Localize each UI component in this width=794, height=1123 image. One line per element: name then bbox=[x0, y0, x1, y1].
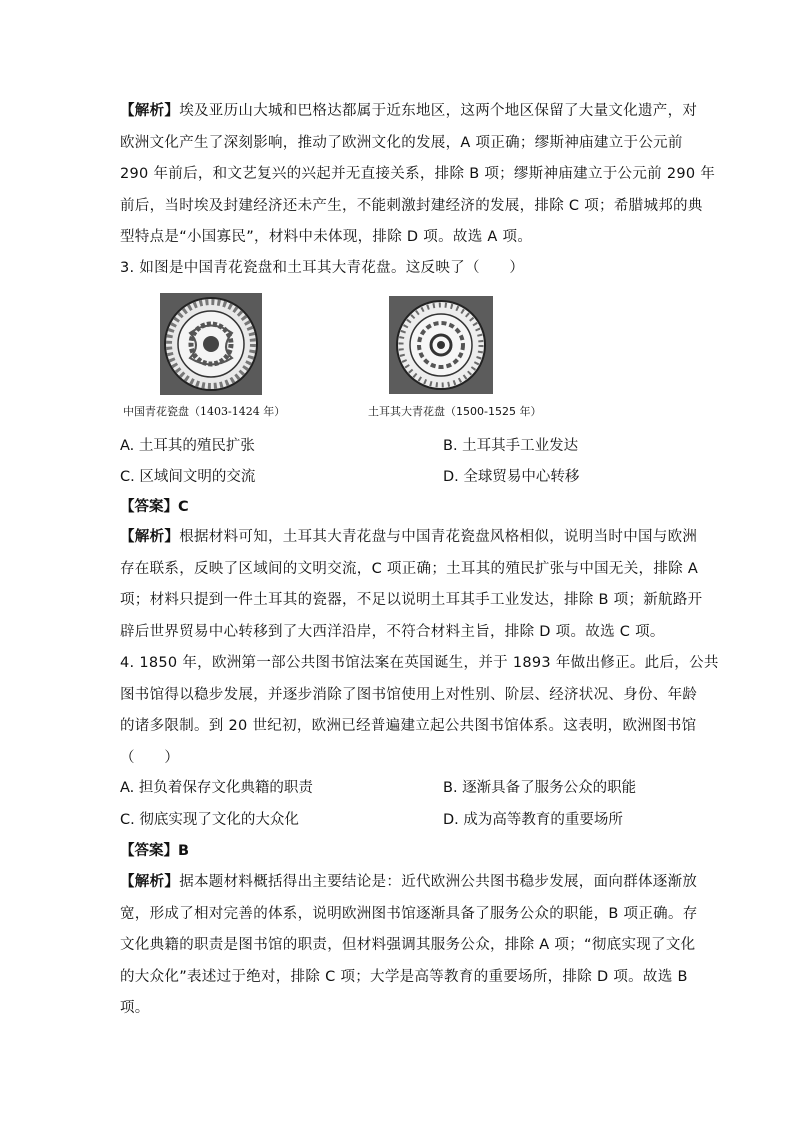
question-text: （ ） bbox=[120, 749, 180, 766]
turkish-plate-image bbox=[389, 296, 493, 394]
analysis-text-line: 290 年前后，和文艺复兴的兴起并无直接关系，排除 B 项；缪斯神庙建立于公元前 290 年 bbox=[120, 166, 716, 182]
figure-caption-chinese-plate: 中国青花瓷盘（1403-1424 年） bbox=[123, 405, 286, 418]
answer-q4: 【答案】B bbox=[120, 843, 190, 859]
analysis-text-line: 文化典籍的职责是图书馆的职责，但材料强调其服务公众，排除 A 项；“彻底实现了文化 bbox=[120, 937, 696, 953]
analysis-text-line: 根据材料可知，土耳其大青花盘与中国青花瓷盘风格相似，说明当时中国与欧洲 bbox=[179, 529, 698, 545]
analysis-text-line: 辟后世界贸易中心转移到了大西洋沿岸，不符合材料主旨，排除 D 项。故选 C 项。 bbox=[120, 623, 665, 640]
chinese-plate-drawing bbox=[160, 293, 262, 395]
question-text: 3. 如图是中国青花瓷盘和土耳其大青花盘。这反映了（ ） bbox=[120, 260, 525, 276]
option-a: A. 土耳其的殖民扩张 bbox=[120, 438, 255, 454]
question-text: 的诸多限制。到 20 世纪初，欧洲已经普遍建立起公共图书馆体系。这表明，欧洲图书馆 bbox=[120, 718, 697, 734]
analysis-tag: 【解析】 bbox=[120, 874, 180, 890]
option-d: D. 成为高等教育的重要场所 bbox=[443, 812, 623, 828]
option-d: D. 全球贸易中心转移 bbox=[443, 469, 580, 485]
analysis-tag: 【解析】 bbox=[120, 529, 180, 545]
analysis-q3 bbox=[120, 522, 703, 648]
analysis-text-line: 存在联系，反映了区域间的文明交流，C 项正确；土耳其的殖民扩张与中国无关，排除 A bbox=[120, 560, 699, 577]
turkish-plate-drawing bbox=[389, 296, 493, 394]
analysis-text-line: 型特点是“小国寡民”，材料中未体现，排除 D 项。故选 A 项。 bbox=[120, 229, 533, 245]
option-b: B. 逐渐具备了服务公众的职能 bbox=[443, 780, 637, 796]
question-4-stem bbox=[120, 648, 719, 774]
analysis-text-line: 据本题材料概括得出主要结论是：近代欧洲公共图书稳步发展，面向群体逐渐放 bbox=[179, 874, 698, 890]
analysis-text-line: 的大众化”表述过于绝对，排除 C 项；大学是高等教育的重要场所，排除 D 项。故选 B bbox=[120, 968, 688, 985]
analysis-q2 bbox=[120, 96, 716, 254]
question-3-stem bbox=[120, 253, 680, 285]
question-text: 图书馆得以稳步发展，并逐步消除了图书馆使用上对性别、阶层、经济状况、身份、年龄 bbox=[120, 686, 698, 703]
option-a: A. 担负着保存文化典籍的职责 bbox=[120, 780, 313, 796]
option-c: C. 区域间文明的交流 bbox=[120, 469, 256, 485]
analysis-text-line: 前后，当时埃及封建经济还未产生，不能刺激封建经济的发展，排除 C 项；希腊城邦的典 bbox=[120, 197, 703, 214]
analysis-tag: 【解析】 bbox=[120, 103, 180, 119]
option-b: B. 土耳其手工业发达 bbox=[443, 438, 579, 454]
chinese-plate-image bbox=[160, 293, 262, 395]
option-c: C. 彻底实现了文化的大众化 bbox=[120, 812, 299, 828]
answer-q3: 【答案】C bbox=[120, 499, 189, 515]
question-text: 4. 1850 年，欧洲第一部公共图书馆法案在英国诞生，并于 1893 年做出修正。此后，公共 bbox=[120, 655, 719, 671]
analysis-q4 bbox=[120, 867, 698, 1025]
figure-caption-turkish-plate: 土耳其大青花盘（1500-1525 年） bbox=[368, 405, 542, 418]
analysis-text-line: 埃及亚历山大城和巴格达都属于近东地区，这两个地区保留了大量文化遗产，对 bbox=[179, 103, 698, 119]
analysis-text-line: 项。 bbox=[120, 1000, 150, 1016]
analysis-text-line: 宽，形成了相对完善的体系，说明欧洲图书馆逐渐具备了服务公众的职能，B 项正确。存 bbox=[120, 905, 698, 922]
analysis-text-line: 项；材料只提到一件土耳其的瓷器，不足以说明土耳其手工业发达，排除 B 项；新航路开 bbox=[120, 592, 703, 608]
analysis-text-line: 欧洲文化产生了深刻影响，推动了欧洲文化的发展，A 项正确；缪斯神庙建立于公元前 bbox=[120, 134, 683, 151]
